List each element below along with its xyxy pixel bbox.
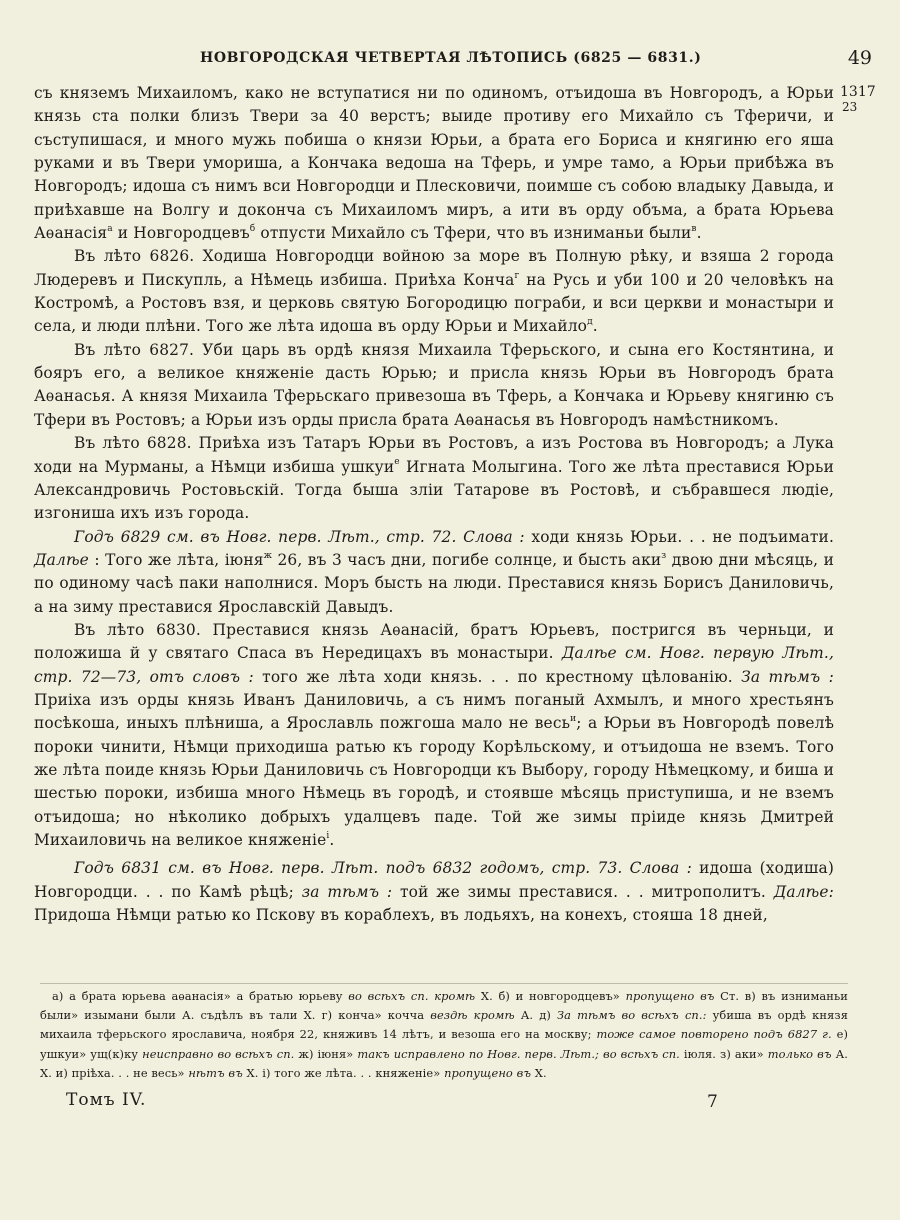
paragraph-6831: Годъ 6831 см. въ Новг. перв. Лѣт. подъ 6832 годомъ, стр. 73. Слова : идоша (ходиша) Новгородци. . . по Камѣ рѣцѣ; за тѣмъ : той же зимы преставися. . . митрополитъ. Далѣе: Придоша Нѣмци ратью ко Пскову въ кораблехъ, въ лодьяхъ, на конехъ, стояша 18 дней, (34, 859, 834, 925)
paragraph-6826: Въ лѣто 6826. Ходиша Новгородци войною за море въ Полную рѣку, и взяша 2 города Людеревъ и Пискупль, а Нѣмець избиша. Приѣха Конча$^г$ на Русь и уби 100 и 20 человѣкъ на Костромѣ, а Ростовъ взя, и церковь святую Богородицю пограби, и вси церкви и монастыри и села, и люди плѣни. Того же лѣта идоша въ орду Юрьи и Михайло$^д$. (34, 247, 834, 336)
footnote-ref-b: б (249, 223, 256, 234)
paragraph-1: съ княземъ Михаиломъ, како не вступатися ни по одиномъ, отъидоша въ Новгородъ, а Юрьи князь ста полки близъ Твери за 40 верстъ; выиде противу его Михайло съ Тферичи, и съступишася, и много мужь побиша о князи Юрьи, а брата его Бориса и княгиню его яша руками и въ Твери умориша, а Кончака ведоша на Тферь, и умре тамо, а Юрьи прибѣжа въ Новгородъ; идоша съ нимъ вси Новгородци и Плесковичи, поимше съ собою владыку Давыда, и приѣхавше на Волгу и доконча съ Михаиломъ миръ, а ити въ орду объма, а брата Юрьева Аѳанасія$^а$ и Новгородцевъ$^б$ отпусти Михайло съ Тфери, что въ изниманьи были$^в$. (34, 84, 834, 243)
footnote-ref-zh: ж (263, 550, 273, 561)
footnotes (40, 987, 848, 1083)
footnote-ref-a: а (107, 223, 113, 234)
footnote-ref-d: д (587, 317, 593, 328)
page-number: 49 (847, 47, 872, 69)
footnote-divider (40, 983, 848, 984)
footnote-ref-e: е (394, 457, 400, 468)
footnote-ref-i: и (570, 714, 577, 725)
paragraph-6829: Годъ 6829 см. въ Новг. перв. Лѣт., стр. 72. Слова : ходи князь Юрьи. . . не подъимати. Далѣе : Того же лѣта, іюня$^ж$ 26, въ 3 часъ дни, погибе солнце, и бысть аки$^з$ двою дни мѣсяць, и по одиному часѣ паки наполнися. Моръ бысть на люди. Преставися князь Борисъ Даниловичь, а на зиму преставися Ярославскій Давыдъ. (34, 527, 834, 616)
footnote-block: а) а брата юрьева аѳанасія» а братью юрьеву во всѣхъ сп. кромѣ X. б) и новгородцевъ» пропущено въ Ст. в) въ изниманьи были» изымани были А. съдѣлъ въ тали X. г) конча» кочча вездѣ кромѣ А. д) За тѣмъ во всѣхъ сп.: убиша въ ордѣ князя михаила тферьского ярославича, ноября 22, княживъ 14 лѣтъ, и везоша его на москву; тоже самое повторено подъ 6827 г. е) ушкуи» ущ(к)ку неисправно во всѣхъ сп. ж) іюня» такъ исправлено по Новг. перв. Лѣт.; во всѣхъ сп. іюля. з) аки» только въ А. X. и) пріѣха. . . не весь» нѣтъ въ X. і) того же лѣта. . . княженіе» пропущено въ X. (40, 989, 849, 1080)
running-header (40, 47, 872, 72)
signature-mark: 7 (707, 1092, 718, 1112)
footnote-ref-g: г (514, 270, 520, 281)
paragraph-6827: Въ лѣто 6827. Уби царь въ ордѣ князя Михаила Тферьского, и сына его Костянтина, и бояръ его, а великое княженіе дасть Юрью; и присла князь Юрьи въ Новгородъ брата Аѳанасья. А князя Михаила Тферьскаго привезоша въ Тферь, а Кончака и Юрьеву княгиню съ Тфери въ Ростовъ; а Юрьи изъ орды присла брата Аѳанасья въ Новгородъ намѣстникомъ. (34, 340, 834, 429)
paragraph-6828: Въ лѣто 6828. Приѣха изъ Татаръ Юрьи въ Ростовъ, а изъ Ростова въ Новгородъ; а Лука ходи на Мурманы, а Нѣмци избиша ушкуи$^е$ Игната Молыгина. Того же лѣта преставися Юрьи Александровичь Ростовьскій. Тогда быша зліи Татарове въ Ростовѣ, и събравшеся людіе, изгониша ихъ изъ города. (34, 434, 834, 523)
footnote-ref-1: і (326, 830, 330, 841)
margin-year: 1317 (840, 84, 876, 100)
footnote-ref-v: в (691, 223, 697, 234)
running-title: НОВГОРОДСКАЯ ЧЕТВЕРТАЯ ЛѢТОПИСЬ (6825 — 6831.) (200, 50, 702, 66)
chronicle-text (34, 82, 834, 927)
paragraph-6830: Въ лѣто 6830. Преставися князь Аѳанасій, братъ Юрьевъ, постригся въ черньци, и положиша й у святаго Спаса въ Нередицахъ въ монастыри. Далѣе см. Новг. первую Лѣт., стр. 72—73, отъ словъ : того же лѣта ходи князь. . . по крестному цѣлованію. За тѣмъ : Приіха изъ орды князь Иванъ Даниловичь, а съ нимъ поганый Ахмылъ, и много хрестьянъ посѣкоша, иныхъ плѣниша, а Ярославль пожгоша мало не весь$^и$; а Юрьи въ Новгородѣ повелѣ пороки чинити, Нѣмци приходиша ратью къ городу Корѣльскому, и отъидоша не вземъ. Того же лѣта поиде князь Юрьи Даниловичь съ Новгородци къ Выбору, городу Нѣмецкому, и биша и шестью пороки, избиша много Нѣмець въ городѣ, и стоявше мѣсяць приступиша, и не вземъ отъидоша; но нѣколико добрыхъ удалцевъ паде. Той же зимы пріиде князь Дмитрей Михаиловичь на великое княженіе$^і$. (34, 620, 835, 849)
margin-note-number: 23 (842, 100, 858, 114)
footnote-ref-z: з (661, 550, 667, 561)
volume-label: Томъ IV. (66, 1090, 147, 1110)
